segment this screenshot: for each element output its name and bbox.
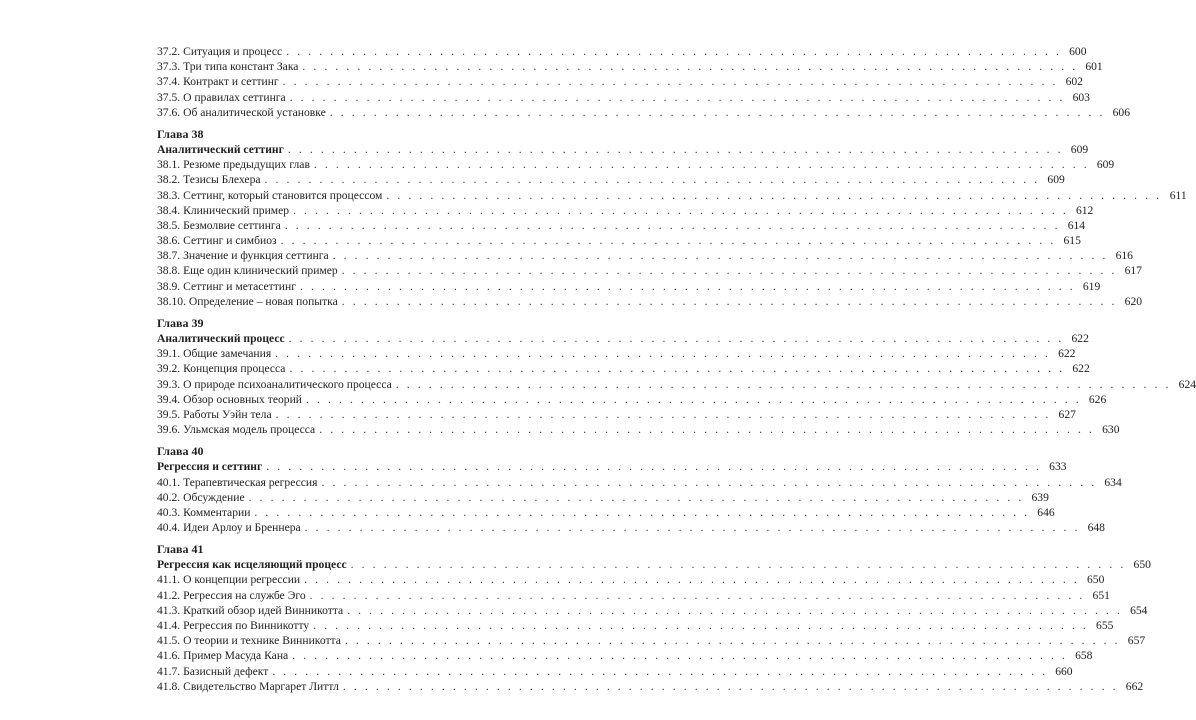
dot-leader: . . . . . . . . . . . . . . . . . . . . . . . . . . . . . . . . . . . . . . . . . . . . . . . . . . . . . . . . . . . . . . . . . . . . . . . [292,649,1068,663]
entry-label: 41.2. Регрессия на службе Эго [157,588,306,602]
entry-label: 41.7. Базисный дефект [157,664,269,678]
entry-label: 37.2. Ситуация и процесс [157,45,283,58]
toc-entry [157,520,1105,535]
chapter-section [157,126,1187,309]
page-number: 650 [1133,558,1151,572]
entry-label: 39.1. Общие замечания [157,347,272,361]
dot-leader: . . . . . . . . . . . . . . . . . . . . . . . . . . . . . . . . . . . . . . . . . . . . . . . . . . . . . . . . . . . . . . . . . . . . . . . [302,60,1078,74]
toc-entry [157,664,1073,679]
dot-leader: . . . . . . . . . . . . . . . . . . . . . . . . . . . . . . . . . . . . . . . . . . . . . . . . . . . . . . . . . . . . . . . . . . . . . . . [266,460,1042,474]
page-number: 614 [1067,218,1086,232]
dot-leader: . . . . . . . . . . . . . . . . . . . . . . . . . . . . . . . . . . . . . . . . . . . . . . . . . . . . . . . . . . . . . . . . . . . . . . . [275,347,1051,361]
toc-entry [157,679,1144,694]
toc-entry [157,407,1076,422]
entry-label: Регрессия и сеттинг [157,460,263,474]
dot-leader: . . . . . . . . . . . . . . . . . . . . . . . . . . . . . . . . . . . . . . . . . . . . . . . . . . . . . . . . . . . . . . . . . . . . . . . [282,75,1058,89]
dot-leader: . . . . . . . . . . . . . . . . . . . . . . . . . . . . . . . . . . . . . . . . . . . . . . . . . . . . . . . . . . . . . . . . . . . . . . . [304,573,1080,587]
entry-label: 41.8. Свидетельство Маргарет Литтл [157,679,339,693]
dot-leader: . . . . . . . . . . . . . . . . . . . . . . . . . . . . . . . . . . . . . . . . . . . . . . . . . . . . . . . . . . . . . . . . . . . . . . . [248,490,1024,504]
page-number: 634 [1104,475,1122,489]
page-number: 654 [1130,603,1148,617]
toc-entry [157,422,1120,437]
chapter-title-entry [157,331,1089,346]
toc-entry [157,392,1107,407]
toc-entry [157,59,1103,74]
dot-leader: . . . . . . . . . . . . . . . . . . . . . . . . . . . . . . . . . . . . . . . . . . . . . . . . . . . . . . . . . . . . . . . . . . . . . . . [254,505,1030,519]
page-number: 657 [1127,634,1146,648]
dot-leader: . . . . . . . . . . . . . . . . . . . . . . . . . . . . . . . . . . . . . . . . . . . . . . . . . . . . . . . . . . . . . . . . . . . . . . . [386,188,1162,202]
page-number: 617 [1124,264,1142,278]
table-of-contents [157,44,1196,694]
toc-entry [157,172,1065,187]
chapter-heading: Глава 41 [157,542,204,557]
page-number: 606 [1112,105,1131,119]
page-number: 609 [1096,158,1115,172]
toc-entry [157,475,1122,490]
page-number: 651 [1092,588,1110,602]
dot-leader: . . . . . . . . . . . . . . . . . . . . . . . . . . . . . . . . . . . . . . . . . . . . . . . . . . . . . . . . . . . . . . . . . . . . . . . [264,173,1040,187]
toc-entry [157,105,1131,120]
entry-label: 38.4. Клинический пример [157,203,290,217]
toc-entry [157,44,1087,59]
entry-label: 41.3. Краткий обзор идей Винникотта [157,603,344,617]
page-number: 622 [1071,332,1089,345]
entry-label: 38.10. Определение – новая попытка [157,294,338,308]
toc-entry [157,618,1114,633]
entry-label: 37.5. О правилах сеттинга [157,90,286,104]
dot-leader: . . . . . . . . . . . . . . . . . . . . . . . . . . . . . . . . . . . . . . . . . . . . . . . . . . . . . . . . . . . . . . . . . . . . . . . [280,234,1056,248]
entry-label: 38.6. Сеттинг и симбиоз [157,234,277,248]
toc-entry [157,505,1055,520]
toc-entry [157,188,1187,203]
entry-label: 38.7. Значение и функция сеттинга [157,249,329,263]
entry-label: Аналитический процесс [157,332,285,345]
dot-leader: . . . . . . . . . . . . . . . . . . . . . . . . . . . . . . . . . . . . . . . . . . . . . . . . . . . . . . . . . . . . . . . . . . . . . . . [272,664,1048,678]
chapter-section [157,444,1122,535]
toc-entry [157,203,1094,218]
entry-label: 37.6. Об аналитической установке [157,105,326,119]
entry-label: Аналитический сеттинг [157,142,284,156]
page-number: 658 [1075,649,1093,663]
entry-label: 39.3. О природе психоаналитического процесса [157,377,392,391]
toc-entry [157,74,1083,89]
page-number: 650 [1087,573,1105,587]
page-number: 622 [1058,347,1076,361]
toc-entry [157,633,1146,648]
entry-label: 38.5. Безмолвие сеттинга [157,218,281,232]
dot-leader: . . . . . . . . . . . . . . . . . . . . . . . . . . . . . . . . . . . . . . . . . . . . . . . . . . . . . . . . . . . . . . . . . . . . . . . [284,218,1061,232]
dot-leader: . . . . . . . . . . . . . . . . . . . . . . . . . . . . . . . . . . . . . . . . . . . . . . . . . . . . . . . . . . . . . . . . . . . . . . . [275,407,1051,421]
dot-leader: . . . . . . . . . . . . . . . . . . . . . . . . . . . . . . . . . . . . . . . . . . . . . . . . . . . . . . . . . . . . . . . . . . . . . . . [329,105,1106,119]
chapter-section [157,316,1196,437]
page-number: 603 [1072,90,1090,104]
chapter-heading: Глава 40 [157,444,204,459]
entry-label: 40.1. Терапевтическая регрессия [157,475,318,489]
dot-leader: . . . . . . . . . . . . . . . . . . . . . . . . . . . . . . . . . . . . . . . . . . . . . . . . . . . . . . . . . . . . . . . . . . . . . . . [313,619,1089,632]
toc-entry [157,346,1076,361]
dot-leader: . . . . . . . . . . . . . . . . . . . . . . . . . . . . . . . . . . . . . . . . . . . . . . . . . . . . . . . . . . . . . . . . . . . . . . . [341,264,1117,278]
dot-leader: . . . . . . . . . . . . . . . . . . . . . . . . . . . . . . . . . . . . . . . . . . . . . . . . . . . . . . . . . . . . . . . . . . . . . . . [305,392,1082,406]
page-number: 619 [1082,279,1101,293]
page-number: 627 [1058,407,1076,421]
dot-leader: . . . . . . . . . . . . . . . . . . . . . . . . . . . . . . . . . . . . . . . . . . . . . . . . . . . . . . . . . . . . . . . . . . . . . . . [289,362,1065,376]
page-number: 609 [1047,173,1065,187]
chapter-title-entry [157,142,1089,157]
toc-entry [157,361,1090,376]
dot-leader: . . . . . . . . . . . . . . . . . . . . . . . . . . . . . . . . . . . . . . . . . . . . . . . . . . . . . . . . . . . . . . . . . . . . . . . [313,158,1090,172]
entry-label: 38.8. Еще один клинический пример [157,264,338,278]
entry-label: 40.3. Комментарии [157,505,251,519]
page-number: 660 [1055,664,1073,678]
dot-leader: . . . . . . . . . . . . . . . . . . . . . . . . . . . . . . . . . . . . . . . . . . . . . . . . . . . . . . . . . . . . . . . . . . . . . . . [293,203,1069,217]
toc-entry [157,233,1081,248]
page-number: 612 [1075,203,1094,217]
page-number: 624 [1178,377,1196,391]
dot-leader: . . . . . . . . . . . . . . . . . . . . . . . . . . . . . . . . . . . . . . . . . . . . . . . . . . . . . . . . . . . . . . . . . . . . . . . [286,45,1062,58]
page-number: 615 [1063,234,1081,248]
dot-leader: . . . . . . . . . . . . . . . . . . . . . . . . . . . . . . . . . . . . . . . . . . . . . . . . . . . . . . . . . . . . . . . . . . . . . . . [289,90,1065,104]
toc-entry [157,490,1049,505]
entry-label: 40.2. Обсуждение [157,490,245,504]
entry-label: 41.4. Регрессия по Винникотту [157,619,310,632]
dot-leader: . . . . . . . . . . . . . . . . . . . . . . . . . . . . . . . . . . . . . . . . . . . . . . . . . . . . . . . . . . . . . . . . . . . . . . . [332,249,1108,263]
toc-entry [157,588,1110,603]
toc-entry [157,294,1143,309]
entry-label: 41.1. О концепции регрессии [157,573,301,587]
page-number: 601 [1085,60,1103,74]
toc-entry [157,157,1115,172]
toc-entry [157,263,1142,278]
entry-label: Регрессия как исцеляющий процесс [157,558,347,572]
entry-label: 39.6. Ульмская модель процесса [157,423,316,437]
page-number: 609 [1070,142,1089,156]
entry-label: 38.9. Сеттинг и метасеттинг [157,279,296,293]
dot-leader: . . . . . . . . . . . . . . . . . . . . . . . . . . . . . . . . . . . . . . . . . . . . . . . . . . . . . . . . . . . . . . . . . . . . . . . [341,294,1118,308]
chapter-title-entry [157,557,1151,572]
entry-label: 39.5. Работы Уэйн тела [157,407,272,421]
entry-label: 37.3. Три типа констант Зака [157,60,299,74]
page-number: 633 [1049,460,1067,474]
dot-leader: . . . . . . . . . . . . . . . . . . . . . . . . . . . . . . . . . . . . . . . . . . . . . . . . . . . . . . . . . . . . . . . . . . . . . . . [350,558,1126,572]
page-number: 602 [1065,75,1083,89]
dot-leader: . . . . . . . . . . . . . . . . . . . . . . . . . . . . . . . . . . . . . . . . . . . . . . . . . . . . . . . . . . . . . . . . . . . . . . . [299,279,1076,293]
toc-entry [157,648,1093,663]
dot-leader: . . . . . . . . . . . . . . . . . . . . . . . . . . . . . . . . . . . . . . . . . . . . . . . . . . . . . . . . . . . . . . . . . . . . . . . [304,521,1080,535]
toc-entry [157,90,1090,105]
page-number: 648 [1087,521,1105,535]
entry-label: 39.4. Обзор основных теорий [157,392,302,406]
page-number: 646 [1037,505,1055,519]
dot-leader: . . . . . . . . . . . . . . . . . . . . . . . . . . . . . . . . . . . . . . . . . . . . . . . . . . . . . . . . . . . . . . . . . . . . . . . [344,634,1121,648]
page-number: 620 [1124,294,1143,308]
page-number: 630 [1102,423,1120,437]
chapter-title-entry [157,459,1067,474]
page-number: 600 [1069,45,1087,58]
entry-label: 41.5. О теории и технике Винникотта [157,634,341,648]
dot-leader: . . . . . . . . . . . . . . . . . . . . . . . . . . . . . . . . . . . . . . . . . . . . . . . . . . . . . . . . . . . . . . . . . . . . . . . [309,588,1085,602]
toc-entry [157,279,1101,294]
toc-entry [157,377,1196,392]
page-number: 616 [1115,249,1133,263]
dot-leader: . . . . . . . . . . . . . . . . . . . . . . . . . . . . . . . . . . . . . . . . . . . . . . . . . . . . . . . . . . . . . . . . . . . . . . . [347,603,1123,617]
page-number: 626 [1088,392,1107,406]
page-number: 662 [1125,679,1144,693]
page-number: 622 [1072,362,1090,376]
toc-entry [157,603,1148,618]
entry-label: 40.4. Идеи Арлоу и Бреннера [157,521,301,535]
page-number: 655 [1096,619,1114,632]
dot-leader: . . . . . . . . . . . . . . . . . . . . . . . . . . . . . . . . . . . . . . . . . . . . . . . . . . . . . . . . . . . . . . . . . . . . . . . [287,142,1064,156]
entry-label: 37.4. Контракт и сеттинг [157,75,279,89]
chapter-heading: Глава 39 [157,316,204,330]
page-number: 611 [1169,188,1187,202]
dot-leader: . . . . . . . . . . . . . . . . . . . . . . . . . . . . . . . . . . . . . . . . . . . . . . . . . . . . . . . . . . . . . . . . . . . . . . . [395,377,1172,391]
page-number: 639 [1031,490,1049,504]
dot-leader: . . . . . . . . . . . . . . . . . . . . . . . . . . . . . . . . . . . . . . . . . . . . . . . . . . . . . . . . . . . . . . . . . . . . . . . [342,679,1119,693]
chapter-heading: Глава 38 [157,126,204,141]
entry-label: 41.6. Пример Масуда Кана [157,649,289,663]
chapter-section [157,542,1151,694]
entry-label: 38.2. Тезисы Блехера [157,173,261,187]
toc-entry [157,248,1133,263]
toc-entry [157,572,1105,587]
dot-leader: . . . . . . . . . . . . . . . . . . . . . . . . . . . . . . . . . . . . . . . . . . . . . . . . . . . . . . . . . . . . . . . . . . . . . . . [319,423,1095,437]
entry-label: 38.3. Сеттинг, который становится процессом [157,188,383,202]
dot-leader: . . . . . . . . . . . . . . . . . . . . . . . . . . . . . . . . . . . . . . . . . . . . . . . . . . . . . . . . . . . . . . . . . . . . . . . [321,475,1097,489]
entry-label: 38.1. Резюме предыдущих глав [157,158,310,172]
entry-label: 39.2. Концепция процесса [157,362,286,376]
toc-entry [157,218,1086,233]
dot-leader: . . . . . . . . . . . . . . . . . . . . . . . . . . . . . . . . . . . . . . . . . . . . . . . . . . . . . . . . . . . . . . . . . . . . . . . [288,332,1064,345]
